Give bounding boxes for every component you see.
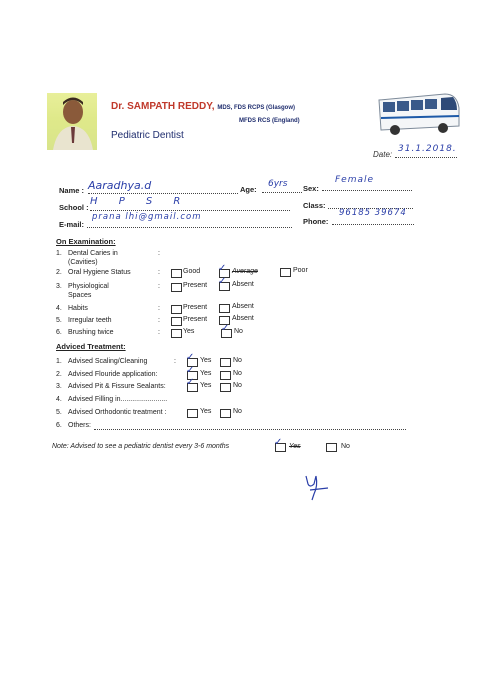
- name-line: [88, 193, 238, 194]
- habits-absent-checkbox[interactable]: [219, 304, 230, 313]
- exam-item-5: 5. Irregular teeth: [56, 317, 112, 324]
- exam-item-6: 6. Brushing twice: [56, 329, 114, 336]
- age-label: Age:: [240, 185, 257, 194]
- sealants-yes-label: Yes: [200, 382, 212, 389]
- spaces-present-label: Present: [183, 282, 208, 289]
- scaling-no-label: No: [233, 357, 242, 364]
- ortho-yes-checkbox[interactable]: [187, 409, 198, 418]
- name-value: Aaradhya.d: [88, 179, 152, 192]
- phone-label: Phone:: [303, 217, 329, 226]
- habits-present-label: Present: [183, 304, 208, 311]
- doctor-qualifications-1: MDS, FDS RCPS (Glasgow): [217, 105, 295, 111]
- colon: :: [158, 305, 160, 312]
- ortho-yes-label: Yes: [200, 408, 212, 415]
- fluoride-no-checkbox[interactable]: [220, 371, 231, 380]
- ortho-no-checkbox[interactable]: [220, 409, 231, 418]
- doctor-name: Dr. SAMPATH REDDY, MDS, FDS RCPS (Glasgow): [111, 101, 295, 112]
- treatment-item-1: 1. Advised Scaling/Cleaning: [56, 358, 148, 365]
- bus-icon: [375, 88, 461, 138]
- date-value: 31.1.2018.: [398, 144, 457, 154]
- examination-title: On Examination:: [56, 237, 116, 246]
- irregular-present-label: Present: [183, 316, 208, 323]
- habits-present-checkbox[interactable]: [171, 305, 182, 314]
- sex-label: Sex:: [303, 184, 319, 193]
- scaling-yes-label: Yes: [200, 357, 212, 364]
- check-mark-icon: ✓: [274, 437, 283, 448]
- oral-hygiene-good-checkbox[interactable]: [171, 269, 182, 278]
- sex-line: [322, 190, 412, 191]
- note-yes-label: Yes: [289, 443, 301, 450]
- oral-hygiene-poor-checkbox[interactable]: [280, 268, 291, 277]
- exam-item-3-sub: Spaces: [68, 292, 92, 299]
- doctor-qualifications-2: MFDS RCS (England): [239, 118, 300, 124]
- colon: :: [158, 250, 160, 257]
- sealants-no-label: No: [233, 382, 242, 389]
- signature: [300, 472, 340, 502]
- exam-item-2: 2. Oral Hygiene Status: [56, 269, 131, 276]
- colon: :: [158, 283, 160, 290]
- age-value: 6yrs: [268, 179, 288, 189]
- school-value: H P S R: [90, 196, 190, 207]
- treatment-item-3: 3. Advised Pit & Fissure Sealants:: [56, 383, 166, 390]
- class-label: Class:: [303, 201, 326, 210]
- irregular-present-checkbox[interactable]: [171, 317, 182, 326]
- treatment-item-4: 4. Advised Filling in........................: [56, 396, 168, 403]
- oral-hygiene-good-label: Good: [183, 268, 201, 275]
- check-mark-icon: ✓: [221, 323, 230, 334]
- others-line: [94, 429, 406, 430]
- fluoride-yes-label: Yes: [200, 370, 212, 377]
- treatment-item-5: 5. Advised Orthodontic treatment :: [56, 409, 167, 416]
- spaces-present-checkbox[interactable]: [171, 283, 182, 292]
- school-line: [90, 210, 290, 211]
- date-label: Date:: [373, 150, 393, 159]
- colon: :: [158, 269, 160, 276]
- date-line: [395, 157, 457, 158]
- note-no-label: No: [341, 443, 350, 450]
- check-mark-icon: ✓: [186, 377, 195, 388]
- exam-item-3: 3. Physiological: [56, 283, 109, 290]
- name-label: Name :: [59, 186, 85, 195]
- colon: :: [158, 317, 160, 324]
- oral-hygiene-poor-label: Poor: [293, 267, 308, 274]
- email-value: prana lhi@gmail.com: [92, 212, 202, 222]
- sealants-no-checkbox[interactable]: [220, 383, 231, 392]
- fluoride-no-label: No: [233, 370, 242, 377]
- treatment-title: Adviced Treatment:: [56, 342, 126, 351]
- treatment-item-2: 2. Advised Flouride application:: [56, 371, 158, 378]
- oral-hygiene-average-label: Average: [232, 268, 258, 275]
- check-mark-icon: ✓: [218, 276, 227, 287]
- phone-line: [332, 224, 414, 225]
- age-line: [262, 192, 302, 193]
- email-label: E-mail:: [59, 220, 85, 229]
- spaces-absent-label: Absent: [232, 281, 254, 288]
- sex-value: Female: [335, 175, 375, 185]
- doctor-photo-graphic: [47, 93, 97, 150]
- doctor-specialty: Pediatric Dentist: [111, 130, 184, 141]
- brushing-no-label: No: [234, 328, 243, 335]
- phone-value: 96185 39674: [339, 208, 407, 218]
- ortho-no-label: No: [233, 408, 242, 415]
- school-label: School :: [59, 203, 89, 212]
- scaling-no-checkbox[interactable]: [220, 358, 231, 367]
- check-mark-icon: ✓: [186, 365, 195, 376]
- check-mark-icon: ✓: [186, 352, 195, 363]
- habits-absent-label: Absent: [232, 303, 254, 310]
- follow-up-note: Note: Advised to see a pediatric dentist every 3-6 months: [52, 443, 230, 450]
- email-line: [87, 227, 292, 228]
- brushing-yes-label: Yes: [183, 328, 195, 335]
- doctor-photo: [47, 93, 97, 150]
- brushing-yes-checkbox[interactable]: [171, 329, 182, 338]
- exam-item-4: 4. Habits: [56, 305, 88, 312]
- treatment-item-6: 6. Others:: [56, 422, 91, 429]
- irregular-absent-label: Absent: [232, 315, 254, 322]
- colon: :: [158, 329, 160, 336]
- check-mark-icon: ✓: [218, 263, 227, 274]
- colon: :: [174, 358, 176, 365]
- exam-item-1-sub: (Cavities): [68, 259, 98, 266]
- note-no-checkbox[interactable]: [326, 443, 337, 452]
- exam-item-1: 1. Dental Caries in: [56, 250, 118, 257]
